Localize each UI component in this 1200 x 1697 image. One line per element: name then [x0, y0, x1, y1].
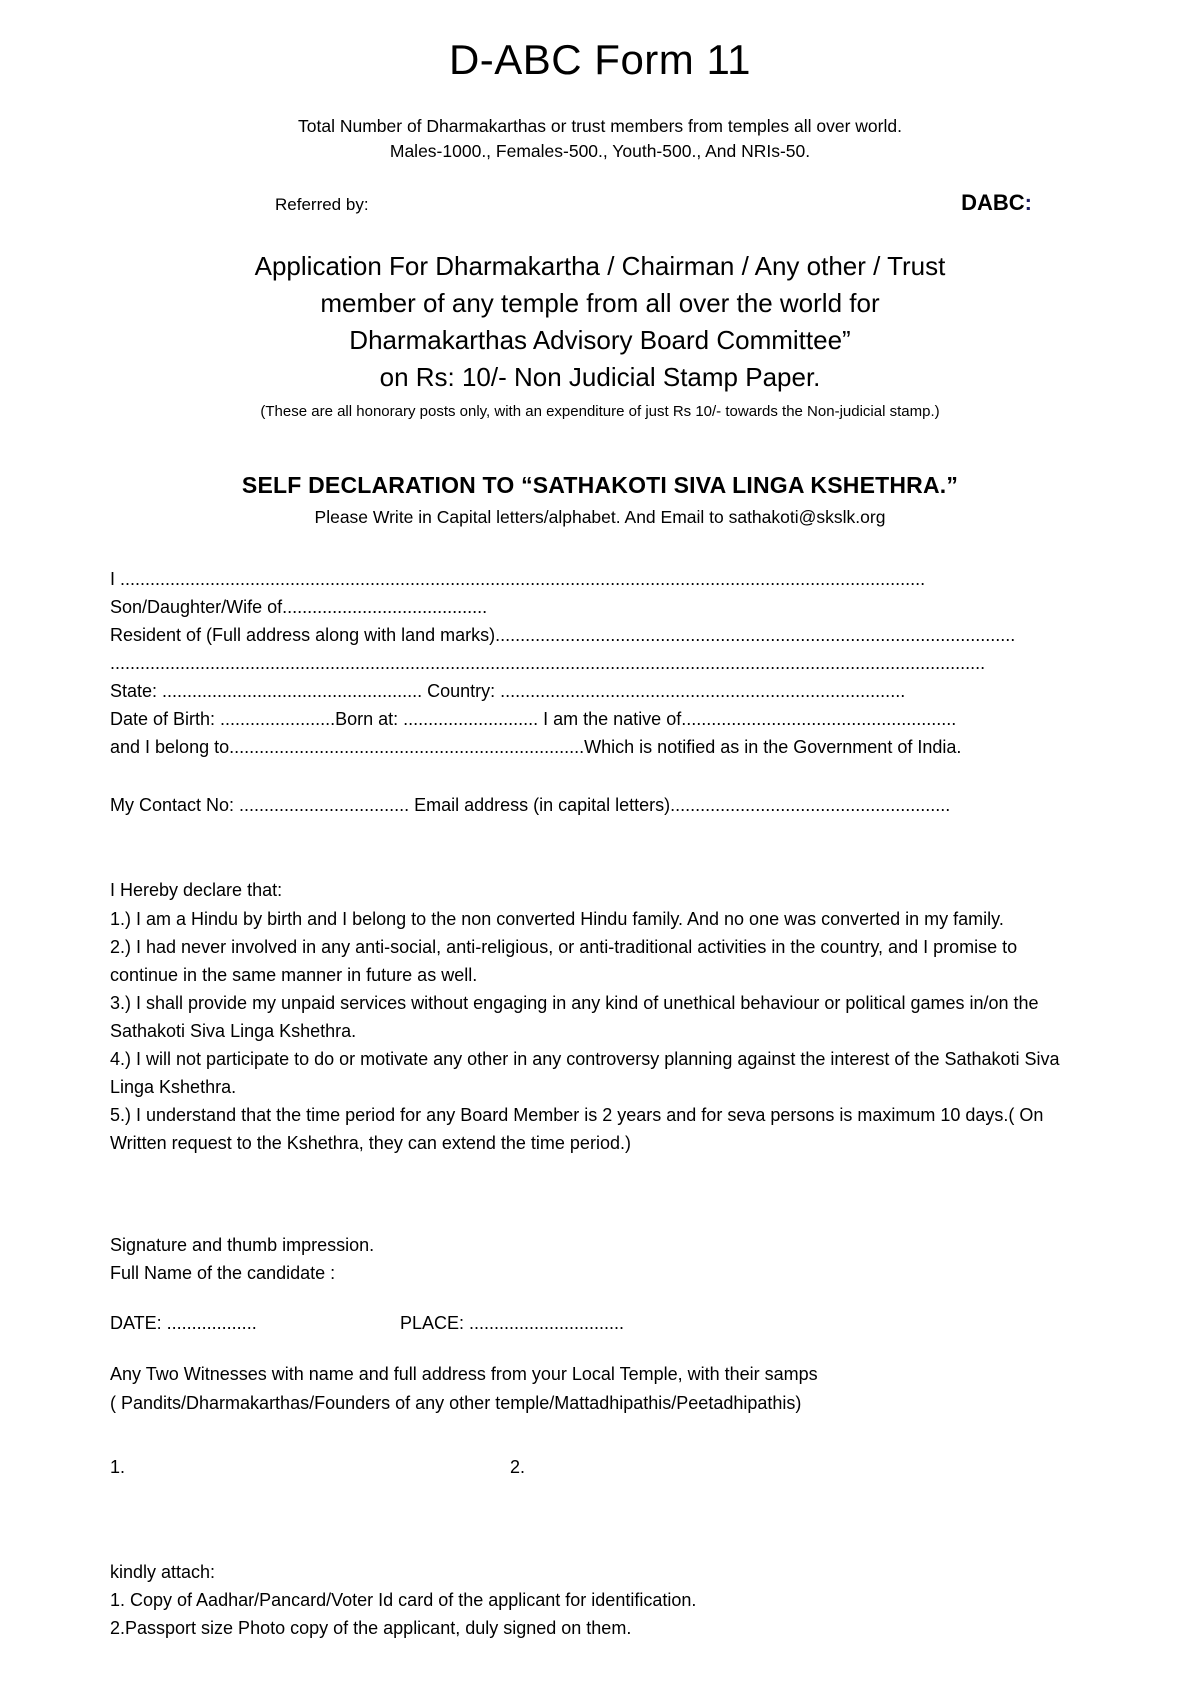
application-heading-line-4: on Rs: 10/- Non Judicial Stamp Paper.: [379, 361, 821, 392]
dabc-text: DABC: [961, 189, 1025, 215]
field-belong-to-line[interactable]: and I belong to.......................................................................Which is notified as in the Government of India.: [110, 736, 962, 757]
field-resident-continuation-line[interactable]: ...............................................................................................................................................................................: [110, 652, 986, 673]
page-title: D-ABC Form 11: [448, 36, 752, 83]
field-contact-email-line[interactable]: My Contact No: .................................. Email address (in capital letters)........................................................: [110, 794, 951, 815]
field-name-line[interactable]: I .................................................................................................................................................................: [110, 568, 926, 589]
attachment-item-2: 2.Passport size Photo copy of the applicant, duly signed on them.: [110, 1617, 632, 1638]
referred-by-label: Referred by:: [275, 194, 369, 214]
place-field[interactable]: PLACE: ...............................: [400, 1313, 625, 1334]
field-state-country-line[interactable]: State: .................................................... Country: .................................................................................: [110, 680, 906, 701]
attachments-heading: kindly attach:: [110, 1561, 216, 1582]
attachments-section: [110, 1558, 1090, 1642]
witness-2-field[interactable]: 2.: [510, 1456, 526, 1477]
declaration-item-4: 4.) I will not participate to do or motivate any other in any controversy planning against the interest of the Sathakoti Siva Linga Kshethra.: [110, 1048, 1060, 1098]
application-heading-line-2: member of any temple from all over the world for: [320, 287, 880, 318]
self-declaration-instruction: Please Write in Capital letters/alphabet. And Email to sathakoti@skslk.org: [314, 506, 886, 527]
date-place-row: [110, 1313, 1090, 1334]
declaration-item-1: 1.) I am a Hindu by birth and I belong to the non converted Hindu family. And no one was converted in my family.: [110, 908, 1004, 929]
self-declaration-heading: SELF DECLARATION TO “SATHAKOTI SIVA LINGA KSHETHRA.”: [241, 471, 959, 498]
declaration-intro: I Hereby declare that:: [110, 880, 283, 901]
signature-section: [110, 1231, 1090, 1287]
dabc-colon: :: [1024, 189, 1032, 215]
subtitle-line-2: Males-1000., Females-500., Youth-500., And NRIs-50.: [389, 141, 811, 162]
page-content: [0, 36, 1200, 1642]
field-resident-line[interactable]: Resident of (Full address along with land marks)........................................................................................................: [110, 624, 1016, 645]
declaration-section: [110, 876, 1090, 1157]
signature-label: Signature and thumb impression.: [110, 1235, 375, 1256]
attachment-item-1: 1. Copy of Aadhar/Pancard/Voter Id card of the applicant for identification.: [110, 1589, 697, 1610]
field-date-of-birth-line[interactable]: Date of Birth: .......................Born at: ........................... I am the native of.......................................................: [110, 708, 957, 729]
dabc-field: [961, 190, 1032, 216]
referred-by-row: [110, 190, 1090, 216]
subtitle-block: [110, 114, 1090, 164]
field-parent-line[interactable]: Son/Daughter/Wife of.........................................: [110, 596, 488, 617]
witness-number-row: [110, 1457, 1090, 1478]
application-heading-line-3: Dharmakarthas Advisory Board Committee”: [349, 324, 851, 355]
application-heading: [110, 248, 1090, 396]
witness-instruction-line-1: Any Two Witnesses with name and full address from your Local Temple, with their samps: [110, 1364, 818, 1385]
witness-instruction-line-2: ( Pandits/Dharmakarthas/Founders of any other temple/Mattadhipathis/Peetadhipathis): [110, 1392, 802, 1413]
declaration-item-3: 3.) I shall provide my unpaid services without engaging in any kind of unethical behaviour or political games in/on the Sathakoti Siva Linga Kshethra.: [110, 992, 1039, 1041]
witness-section: [110, 1360, 1090, 1416]
declaration-item-5: 5.) I understand that the time period for any Board Member is 2 years and for seva persons is maximum 10 days.( On Written request to the Kshethra, they can extend the time period.): [110, 1105, 1044, 1154]
applicant-fields: [110, 566, 1090, 762]
witness-1-field[interactable]: 1.: [110, 1456, 126, 1477]
contact-fields: [110, 792, 1090, 820]
declaration-item-2: 2.) I had never involved in any anti-social, anti-religious, or anti-traditional activities in the country, and I promise to continue in the same manner in future as well.: [110, 936, 1018, 985]
candidate-name-label[interactable]: Full Name of the candidate :: [110, 1263, 336, 1284]
application-heading-line-1: Application For Dharmakartha / Chairman / Any other / Trust: [254, 250, 946, 281]
application-note: (These are all honorary posts only, with an expenditure of just Rs 10/- towards the Non-judicial stamp.): [260, 402, 940, 420]
subtitle-line-1: Total Number of Dharmakarthas or trust members from temples all over world.: [298, 116, 902, 137]
date-field[interactable]: DATE: ..................: [110, 1313, 257, 1334]
